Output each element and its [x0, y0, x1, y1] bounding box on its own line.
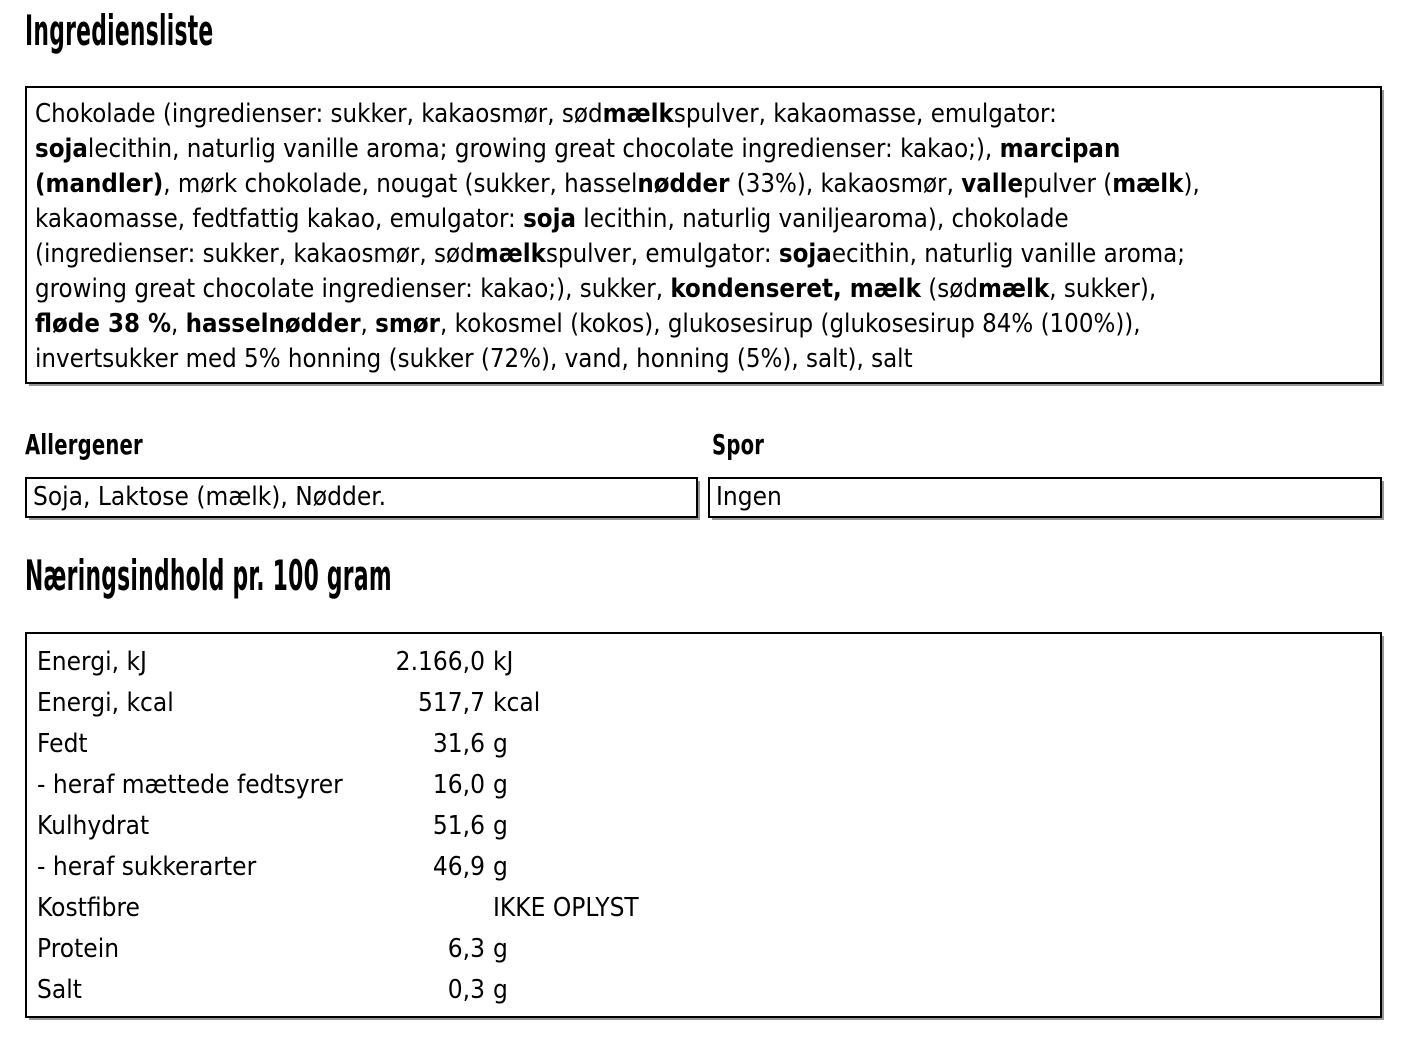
- nutrition-row-value: 0,3: [447, 975, 485, 1005]
- nutrition-row-label: - heraf mættede fedtsyrer: [37, 770, 343, 800]
- ingredients-heading: Ingrediensliste: [25, 6, 214, 55]
- nutrition-row-value: 517,7: [418, 688, 485, 718]
- ingredient-line: Chokolade (ingredienser: sukker, kakaosmør, sødmælkspulver, kakaomasse, emulgator:: [35, 99, 1057, 129]
- ingredient-line: (ingredienser: sukker, kakaosmør, sødmælkspulver, emulgator: sojaecithin, naturlig vanille aroma;: [35, 239, 1186, 269]
- nutrition-row-label: - heraf sukkerarter: [37, 852, 257, 882]
- nutrition-row: [27, 929, 1380, 970]
- nutrition-row-value: 46,9: [432, 852, 485, 882]
- ingredient-line: kakaomasse, fedtfattig kakao, emulgator: soja lecithin, naturlig vaniljearoma), chokolade: [35, 204, 1069, 234]
- nutrition-row-unit: kcal: [493, 688, 541, 718]
- nutrition-box: [25, 632, 1382, 1018]
- ingredient-text: [35, 97, 1382, 377]
- nutrition-row-label: Protein: [37, 934, 120, 964]
- nutrition-row-unit: g: [493, 934, 508, 964]
- nutrition-row: [27, 888, 1380, 929]
- nutrition-row: [27, 642, 1380, 683]
- traces-value: Ingen: [716, 482, 782, 512]
- nutrition-row-unit: g: [493, 770, 508, 800]
- nutrition-row: [27, 765, 1380, 806]
- nutrition-row-unit: IKKE OPLYST: [493, 893, 639, 923]
- traces-heading: Spor: [712, 428, 765, 461]
- nutrition-row-unit: g: [493, 729, 508, 759]
- nutrition-row-value: 6,3: [447, 934, 485, 964]
- ingredient-line: growing great chocolate ingredienser: kakao;), sukker, kondenseret, mælk (sødmælk, sukker),: [35, 274, 1157, 304]
- nutrition-row: [27, 806, 1380, 847]
- nutrition-row-unit: g: [493, 975, 508, 1005]
- nutrition-row-label: Salt: [37, 975, 82, 1005]
- nutrition-heading: Næringsindhold pr. 100 gram: [25, 551, 392, 600]
- nutrition-row-unit: g: [493, 852, 508, 882]
- nutrition-row: [27, 847, 1380, 888]
- ingredient-line: sojalecithin, naturlig vanille aroma; growing great chocolate ingredienser: kakao;), marcipan: [35, 134, 1121, 164]
- nutrition-row-label: Energi, kJ: [37, 647, 147, 677]
- ingredient-line: (mandler), mørk chokolade, nougat (sukker, hasselnødder (33%), kakaosmør, vallepulver (mælk),: [35, 169, 1200, 199]
- allergens-heading: Allergener: [25, 428, 143, 461]
- nutrition-row-value: 51,6: [432, 811, 485, 841]
- nutrition-row-value: 2.166,0: [395, 647, 485, 677]
- nutrition-table: [27, 642, 1380, 1011]
- ingredients-box: [25, 86, 1382, 384]
- nutrition-row: [27, 970, 1380, 1011]
- allergens-value: Soja, Laktose (mælk), Nødder.: [33, 482, 387, 512]
- nutrition-row-value: 16,0: [432, 770, 485, 800]
- traces-box: [708, 477, 1382, 518]
- nutrition-row-value: 31,6: [432, 729, 485, 759]
- ingredient-line: fløde 38 %, hasselnødder, smør, kokosmel (kokos), glukosesirup (glukosesirup 84% (100%)),: [35, 309, 1141, 339]
- ingredient-line: invertsukker med 5% honning (sukker (72%), vand, honning (5%), salt), salt: [35, 344, 913, 374]
- nutrition-row-unit: g: [493, 811, 508, 841]
- allergens-box: [25, 477, 698, 518]
- nutrition-row-label: Fedt: [37, 729, 88, 759]
- nutrition-row: [27, 683, 1380, 724]
- nutrition-row-label: Kulhydrat: [37, 811, 150, 841]
- nutrition-row-label: Energi, kcal: [37, 688, 174, 718]
- nutrition-row-label: Kostfibre: [37, 893, 140, 923]
- nutrition-row: [27, 724, 1380, 765]
- nutrition-row-unit: kJ: [493, 647, 514, 677]
